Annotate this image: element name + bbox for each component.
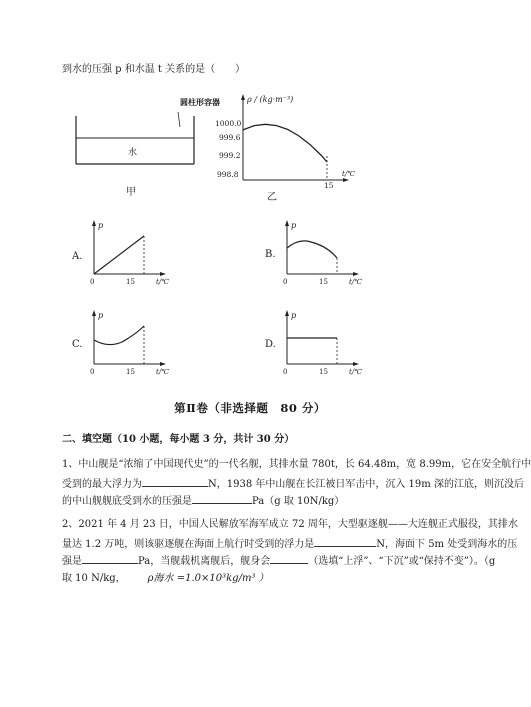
container-label: 圆柱形容器 xyxy=(180,97,220,107)
option-a-graph xyxy=(80,218,170,290)
part-title: 二、填空题（10 小题，每小题 3 分，共计 30 分） xyxy=(62,434,295,445)
q2-line4-prefix: 取 10 N/kg， xyxy=(62,573,126,584)
y-tick-1000.0: 1000.0 xyxy=(215,119,242,128)
figure-yi-chart xyxy=(205,90,355,205)
x-tick-15: 15 xyxy=(324,181,334,190)
option-c-label: C. xyxy=(72,339,83,350)
q1-line3 xyxy=(62,492,344,509)
option-d-origin: 0 xyxy=(283,368,288,376)
q2-line1: 2、2021 年 4 月 23 日，中国人民解放军海军成立 72 周年，大型驱逐舰——大连舰正式服役，其排水 xyxy=(62,519,518,530)
option-c-x-label: t/℃ xyxy=(156,368,170,376)
q2-line3-middle: Pa，当舰载机离舰后，舰身会 xyxy=(138,556,271,567)
q2-blank-2[interactable] xyxy=(82,552,138,564)
q1-line2-suffix: N，1938 年中山舰在长江被日军击中，沉入 19m 深的江底，则沉没后 xyxy=(208,479,524,490)
q2-density-formula: ρ海水 =1.0×10³kg/m³ ） xyxy=(147,573,269,584)
y-tick-999.2: 999.2 xyxy=(219,151,241,160)
q2-line4 xyxy=(62,572,269,586)
q1-line1: 1、中山舰是“浓缩了中国现代史”的一代名舰，其排水量 780t，长 64.48m，宽 8.99m，它在安全航行中 xyxy=(62,459,531,470)
q2-line3-suffix: （选填“上浮”、“下沉”或“保持不变”）。（g xyxy=(308,556,496,567)
q1-line3-prefix: 的中山舰舰底受到水的压强是 xyxy=(62,496,192,507)
q2-blank-1[interactable] xyxy=(314,535,376,547)
section-title: 第Ⅱ卷（非选择题 80 分） xyxy=(174,401,326,415)
x-axis-label: t/℃ xyxy=(342,170,356,178)
option-d-x15: 15 xyxy=(319,368,328,376)
option-d-x-label: t/℃ xyxy=(349,368,363,376)
option-b-curve xyxy=(287,241,337,258)
option-b-graph xyxy=(273,218,363,290)
option-c-graph xyxy=(80,308,170,380)
option-c-x15: 15 xyxy=(126,368,135,376)
caption-yi: 乙 xyxy=(267,192,277,203)
option-b-label: B. xyxy=(265,249,276,260)
option-a-y-label: p xyxy=(98,221,104,230)
option-c-curve xyxy=(94,326,144,345)
density-curve xyxy=(243,124,327,162)
q2-line3-prefix: 强是 xyxy=(62,556,82,567)
option-a-origin: 0 xyxy=(90,278,95,286)
option-a-x15: 15 xyxy=(126,278,135,286)
option-b-y-label: p xyxy=(291,221,297,230)
option-a-curve xyxy=(94,236,144,274)
water-label: 水 xyxy=(128,148,138,158)
option-d-label: D. xyxy=(265,339,276,350)
option-d-y-label: p xyxy=(291,311,297,320)
option-c-y-label: p xyxy=(98,311,104,320)
option-a-x-label: t/℃ xyxy=(156,278,170,286)
y-axis-label: ρ / (kg·m⁻³) xyxy=(247,95,294,104)
q1-blank-2[interactable] xyxy=(192,492,252,504)
q1-blank-1[interactable] xyxy=(142,475,208,487)
y-axis-arrow xyxy=(241,94,245,100)
option-a-label: A. xyxy=(72,251,83,262)
option-b-origin: 0 xyxy=(283,278,288,286)
y-tick-999.6: 999.6 xyxy=(219,133,241,142)
x-axis-arrow xyxy=(343,178,349,182)
option-c-origin: 0 xyxy=(90,368,95,376)
q1-line3-suffix: Pa（g 取 10N/kg） xyxy=(252,496,345,507)
q1-line2-prefix: 受到的最大浮力为 xyxy=(62,479,142,490)
pointer-line xyxy=(178,112,180,127)
q1-line2 xyxy=(62,475,524,492)
option-b-x15: 15 xyxy=(319,278,328,286)
q2-line2 xyxy=(62,535,517,552)
y-tick-998.8: 998.8 xyxy=(217,170,239,179)
question-text: 到水的压强 p 和水温 t 关系的是（ ） xyxy=(62,64,246,75)
q2-line3 xyxy=(62,552,495,569)
q2-line2-prefix: 量达 1.2 万吨，则该驱逐舰在海面上航行时受到的浮力是 xyxy=(62,539,315,550)
option-d-graph xyxy=(273,308,363,380)
option-b-x-label: t/℃ xyxy=(349,278,363,286)
q2-line2-suffix: N，海面下 5m 处受到海水的压 xyxy=(376,539,518,550)
figure-jia xyxy=(60,92,220,202)
caption-jia: 甲 xyxy=(126,187,136,198)
q2-blank-3[interactable] xyxy=(270,552,308,564)
